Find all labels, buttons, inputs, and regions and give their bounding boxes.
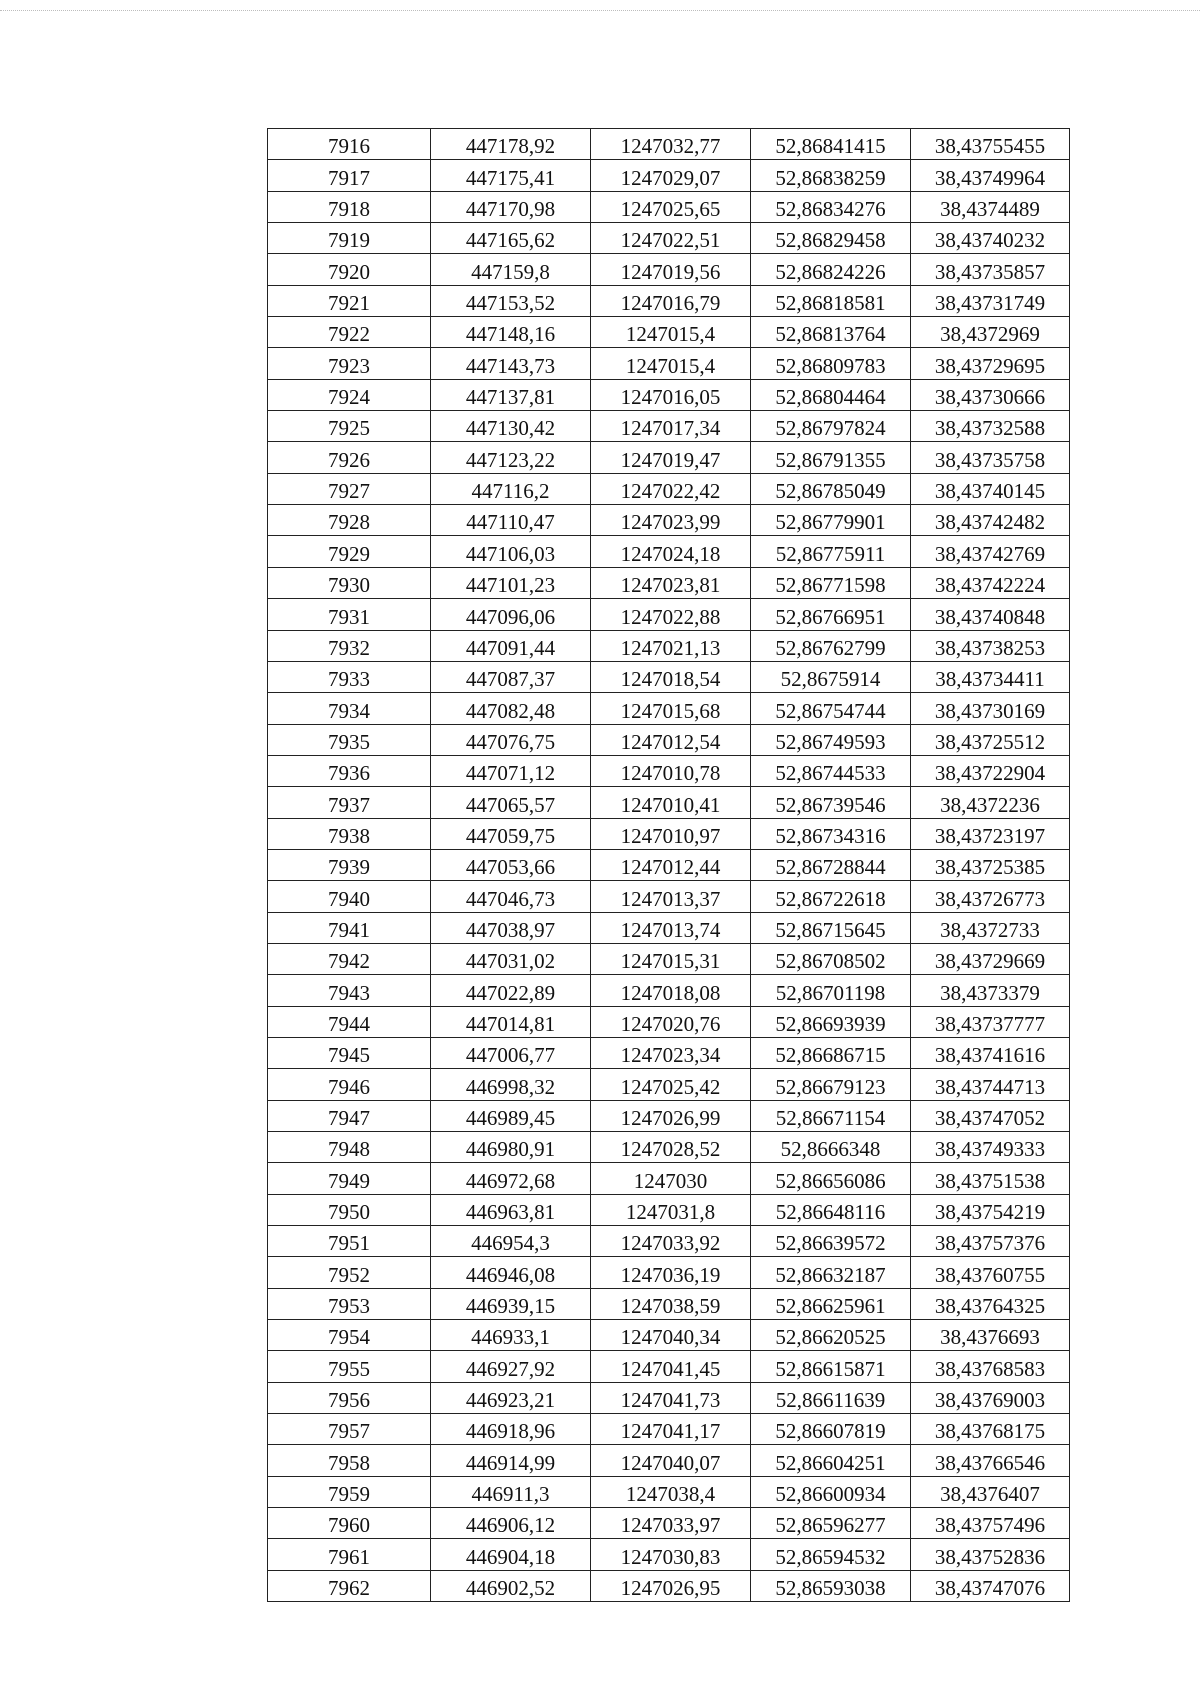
table-row [268,1508,1070,1539]
point-number-cell: 7924 [268,379,431,410]
y-coordinate-cell: 1247016,05 [591,379,751,410]
x-coordinate-cell: 447031,02 [431,943,591,974]
latitude-cell: 52,86809783 [751,348,911,379]
y-coordinate-cell: 1247040,34 [591,1320,751,1351]
point-number-cell: 7944 [268,1006,431,1037]
table-row [268,818,1070,849]
table-row [268,1194,1070,1225]
latitude-cell: 52,86600934 [751,1476,911,1507]
x-coordinate-cell: 446906,12 [431,1508,591,1539]
y-coordinate-cell: 1247012,44 [591,849,751,880]
point-number-cell: 7929 [268,536,431,567]
point-number-cell: 7931 [268,599,431,630]
latitude-cell: 52,86749593 [751,724,911,755]
x-coordinate-cell: 447137,81 [431,379,591,410]
latitude-cell: 52,86648116 [751,1194,911,1225]
x-coordinate-cell: 447053,66 [431,849,591,880]
table-row [268,536,1070,567]
longitude-cell: 38,43751538 [911,1163,1070,1194]
latitude-cell: 52,86797824 [751,411,911,442]
point-number-cell: 7962 [268,1570,431,1601]
latitude-cell: 52,86593038 [751,1570,911,1601]
latitude-cell: 52,86625961 [751,1288,911,1319]
latitude-cell: 52,86594532 [751,1539,911,1570]
y-coordinate-cell: 1247041,17 [591,1414,751,1445]
x-coordinate-cell: 447091,44 [431,630,591,661]
table-row [268,630,1070,661]
longitude-cell: 38,43749964 [911,160,1070,191]
latitude-cell: 52,86611639 [751,1382,911,1413]
y-coordinate-cell: 1247016,79 [591,285,751,316]
table-row [268,191,1070,222]
y-coordinate-cell: 1247015,68 [591,693,751,724]
point-number-cell: 7954 [268,1320,431,1351]
longitude-cell: 38,43722904 [911,755,1070,786]
longitude-cell: 38,43742482 [911,505,1070,536]
point-number-cell: 7961 [268,1539,431,1570]
x-coordinate-cell: 446963,81 [431,1194,591,1225]
y-coordinate-cell: 1247010,78 [591,755,751,786]
longitude-cell: 38,4372236 [911,787,1070,818]
x-coordinate-cell: 447110,47 [431,505,591,536]
table-row [268,1320,1070,1351]
table-row [268,254,1070,285]
point-number-cell: 7942 [268,943,431,974]
latitude-cell: 52,86804464 [751,379,911,410]
table-row [268,1257,1070,1288]
latitude-cell: 52,86834276 [751,191,911,222]
y-coordinate-cell: 1247038,59 [591,1288,751,1319]
table-row [268,160,1070,191]
x-coordinate-cell: 446914,99 [431,1445,591,1476]
x-coordinate-cell: 447106,03 [431,536,591,567]
y-coordinate-cell: 1247024,18 [591,536,751,567]
y-coordinate-cell: 1247015,31 [591,943,751,974]
point-number-cell: 7932 [268,630,431,661]
point-number-cell: 7928 [268,505,431,536]
table-row [268,505,1070,536]
latitude-cell: 52,86693939 [751,1006,911,1037]
table-row [268,1445,1070,1476]
latitude-cell: 52,8666348 [751,1132,911,1163]
table-row [268,223,1070,254]
x-coordinate-cell: 446939,15 [431,1288,591,1319]
table-row [268,693,1070,724]
latitude-cell: 52,86829458 [751,223,911,254]
latitude-cell: 52,86604251 [751,1445,911,1476]
point-number-cell: 7941 [268,912,431,943]
latitude-cell: 52,86596277 [751,1508,911,1539]
x-coordinate-cell: 446902,52 [431,1570,591,1601]
point-number-cell: 7930 [268,567,431,598]
latitude-cell: 52,86701198 [751,975,911,1006]
x-coordinate-cell: 447175,41 [431,160,591,191]
longitude-cell: 38,43760755 [911,1257,1070,1288]
coordinate-table-body [268,129,1070,1602]
y-coordinate-cell: 1247021,13 [591,630,751,661]
longitude-cell: 38,43740232 [911,223,1070,254]
latitude-cell: 52,86744533 [751,755,911,786]
point-number-cell: 7946 [268,1069,431,1100]
table-row [268,379,1070,410]
x-coordinate-cell: 447046,73 [431,881,591,912]
point-number-cell: 7949 [268,1163,431,1194]
table-row [268,1539,1070,1570]
x-coordinate-cell: 447178,92 [431,129,591,160]
x-coordinate-cell: 446927,92 [431,1351,591,1382]
point-number-cell: 7960 [268,1508,431,1539]
longitude-cell: 38,43755455 [911,129,1070,160]
point-number-cell: 7948 [268,1132,431,1163]
y-coordinate-cell: 1247028,52 [591,1132,751,1163]
y-coordinate-cell: 1247041,45 [591,1351,751,1382]
x-coordinate-cell: 447096,06 [431,599,591,630]
x-coordinate-cell: 447071,12 [431,755,591,786]
x-coordinate-cell: 447159,8 [431,254,591,285]
table-row [268,1132,1070,1163]
longitude-cell: 38,43754219 [911,1194,1070,1225]
table-row [268,567,1070,598]
y-coordinate-cell: 1247015,4 [591,317,751,348]
x-coordinate-cell: 447130,42 [431,411,591,442]
longitude-cell: 38,43723197 [911,818,1070,849]
table-row [268,849,1070,880]
point-number-cell: 7926 [268,442,431,473]
latitude-cell: 52,86766951 [751,599,911,630]
point-number-cell: 7958 [268,1445,431,1476]
x-coordinate-cell: 447101,23 [431,567,591,598]
latitude-cell: 52,86620525 [751,1320,911,1351]
point-number-cell: 7947 [268,1100,431,1131]
x-coordinate-cell: 446911,3 [431,1476,591,1507]
x-coordinate-cell: 446923,21 [431,1382,591,1413]
y-coordinate-cell: 1247041,73 [591,1382,751,1413]
table-row [268,943,1070,974]
longitude-cell: 38,4376693 [911,1320,1070,1351]
table-row [268,348,1070,379]
longitude-cell: 38,43741616 [911,1037,1070,1068]
longitude-cell: 38,43742224 [911,567,1070,598]
x-coordinate-cell: 447153,52 [431,285,591,316]
latitude-cell: 52,86686715 [751,1037,911,1068]
point-number-cell: 7916 [268,129,431,160]
latitude-cell: 52,86615871 [751,1351,911,1382]
longitude-cell: 38,43757496 [911,1508,1070,1539]
latitude-cell: 52,86632187 [751,1257,911,1288]
y-coordinate-cell: 1247025,42 [591,1069,751,1100]
point-number-cell: 7921 [268,285,431,316]
longitude-cell: 38,4373379 [911,975,1070,1006]
x-coordinate-cell: 446954,3 [431,1226,591,1257]
x-coordinate-cell: 447006,77 [431,1037,591,1068]
table-row [268,1414,1070,1445]
longitude-cell: 38,43730666 [911,379,1070,410]
y-coordinate-cell: 1247017,34 [591,411,751,442]
point-number-cell: 7939 [268,849,431,880]
table-row [268,724,1070,755]
x-coordinate-cell: 447143,73 [431,348,591,379]
latitude-cell: 52,86639572 [751,1226,911,1257]
table-row [268,755,1070,786]
x-coordinate-cell: 446904,18 [431,1539,591,1570]
y-coordinate-cell: 1247030,83 [591,1539,751,1570]
longitude-cell: 38,43731749 [911,285,1070,316]
longitude-cell: 38,43769003 [911,1382,1070,1413]
table-row [268,1382,1070,1413]
latitude-cell: 52,86813764 [751,317,911,348]
y-coordinate-cell: 1247019,56 [591,254,751,285]
x-coordinate-cell: 447082,48 [431,693,591,724]
longitude-cell: 38,43738253 [911,630,1070,661]
point-number-cell: 7956 [268,1382,431,1413]
x-coordinate-cell: 446989,45 [431,1100,591,1131]
x-coordinate-cell: 447076,75 [431,724,591,755]
longitude-cell: 38,43749333 [911,1132,1070,1163]
longitude-cell: 38,43768175 [911,1414,1070,1445]
y-coordinate-cell: 1247019,47 [591,442,751,473]
y-coordinate-cell: 1247026,95 [591,1570,751,1601]
x-coordinate-cell: 447022,89 [431,975,591,1006]
point-number-cell: 7950 [268,1194,431,1225]
latitude-cell: 52,86838259 [751,160,911,191]
coordinate-table [267,128,1070,1602]
longitude-cell: 38,43744713 [911,1069,1070,1100]
y-coordinate-cell: 1247020,76 [591,1006,751,1037]
table-row [268,411,1070,442]
table-row [268,599,1070,630]
longitude-cell: 38,43729669 [911,943,1070,974]
y-coordinate-cell: 1247033,92 [591,1226,751,1257]
table-row [268,1100,1070,1131]
point-number-cell: 7957 [268,1414,431,1445]
table-row [268,912,1070,943]
table-row [268,1163,1070,1194]
y-coordinate-cell: 1247038,4 [591,1476,751,1507]
y-coordinate-cell: 1247018,08 [591,975,751,1006]
longitude-cell: 38,43725512 [911,724,1070,755]
longitude-cell: 38,43737777 [911,1006,1070,1037]
y-coordinate-cell: 1247040,07 [591,1445,751,1476]
y-coordinate-cell: 1247023,81 [591,567,751,598]
y-coordinate-cell: 1247010,97 [591,818,751,849]
y-coordinate-cell: 1247029,07 [591,160,751,191]
longitude-cell: 38,43725385 [911,849,1070,880]
x-coordinate-cell: 447065,57 [431,787,591,818]
table-row [268,1069,1070,1100]
table-row [268,787,1070,818]
x-coordinate-cell: 446918,96 [431,1414,591,1445]
y-coordinate-cell: 1247032,77 [591,129,751,160]
latitude-cell: 52,86656086 [751,1163,911,1194]
table-row [268,1006,1070,1037]
latitude-cell: 52,86708502 [751,943,911,974]
y-coordinate-cell: 1247015,4 [591,348,751,379]
latitude-cell: 52,86762799 [751,630,911,661]
table-row [268,1570,1070,1601]
y-coordinate-cell: 1247012,54 [591,724,751,755]
y-coordinate-cell: 1247013,74 [591,912,751,943]
x-coordinate-cell: 446972,68 [431,1163,591,1194]
longitude-cell: 38,43740145 [911,473,1070,504]
x-coordinate-cell: 447038,97 [431,912,591,943]
table-row [268,317,1070,348]
longitude-cell: 38,43730169 [911,693,1070,724]
y-coordinate-cell: 1247025,65 [591,191,751,222]
y-coordinate-cell: 1247036,19 [591,1257,751,1288]
latitude-cell: 52,86791355 [751,442,911,473]
x-coordinate-cell: 446998,32 [431,1069,591,1100]
point-number-cell: 7936 [268,755,431,786]
point-number-cell: 7927 [268,473,431,504]
latitude-cell: 52,86734316 [751,818,911,849]
x-coordinate-cell: 446980,91 [431,1132,591,1163]
point-number-cell: 7917 [268,160,431,191]
point-number-cell: 7934 [268,693,431,724]
longitude-cell: 38,4372969 [911,317,1070,348]
latitude-cell: 52,86824226 [751,254,911,285]
latitude-cell: 52,86722618 [751,881,911,912]
point-number-cell: 7953 [268,1288,431,1319]
table-row [268,1476,1070,1507]
y-coordinate-cell: 1247022,88 [591,599,751,630]
table-row [268,975,1070,1006]
latitude-cell: 52,86728844 [751,849,911,880]
longitude-cell: 38,43768583 [911,1351,1070,1382]
longitude-cell: 38,43764325 [911,1288,1070,1319]
latitude-cell: 52,86715645 [751,912,911,943]
longitude-cell: 38,43752836 [911,1539,1070,1570]
point-number-cell: 7933 [268,661,431,692]
y-coordinate-cell: 1247022,51 [591,223,751,254]
scan-edge-line [0,10,1200,11]
table-row [268,881,1070,912]
x-coordinate-cell: 447014,81 [431,1006,591,1037]
latitude-cell: 52,86679123 [751,1069,911,1100]
table-row [268,285,1070,316]
x-coordinate-cell: 447170,98 [431,191,591,222]
table-row [268,129,1070,160]
longitude-cell: 38,43740848 [911,599,1070,630]
table-row [268,1288,1070,1319]
x-coordinate-cell: 447165,62 [431,223,591,254]
y-coordinate-cell: 1247022,42 [591,473,751,504]
y-coordinate-cell: 1247026,99 [591,1100,751,1131]
longitude-cell: 38,4372733 [911,912,1070,943]
latitude-cell: 52,8675914 [751,661,911,692]
latitude-cell: 52,86739546 [751,787,911,818]
longitude-cell: 38,43747076 [911,1570,1070,1601]
longitude-cell: 38,43734411 [911,661,1070,692]
point-number-cell: 7923 [268,348,431,379]
latitude-cell: 52,86779901 [751,505,911,536]
longitude-cell: 38,43732588 [911,411,1070,442]
point-number-cell: 7922 [268,317,431,348]
y-coordinate-cell: 1247023,34 [591,1037,751,1068]
point-number-cell: 7920 [268,254,431,285]
x-coordinate-cell: 447116,2 [431,473,591,504]
y-coordinate-cell: 1247031,8 [591,1194,751,1225]
point-number-cell: 7935 [268,724,431,755]
y-coordinate-cell: 1247018,54 [591,661,751,692]
y-coordinate-cell: 1247033,97 [591,1508,751,1539]
table-row [268,1037,1070,1068]
y-coordinate-cell: 1247023,99 [591,505,751,536]
longitude-cell: 38,43735758 [911,442,1070,473]
table-row [268,1226,1070,1257]
longitude-cell: 38,43729695 [911,348,1070,379]
y-coordinate-cell: 1247013,37 [591,881,751,912]
latitude-cell: 52,86785049 [751,473,911,504]
longitude-cell: 38,4376407 [911,1476,1070,1507]
table-row [268,473,1070,504]
point-number-cell: 7952 [268,1257,431,1288]
latitude-cell: 52,86671154 [751,1100,911,1131]
latitude-cell: 52,86841415 [751,129,911,160]
point-number-cell: 7943 [268,975,431,1006]
latitude-cell: 52,86775911 [751,536,911,567]
point-number-cell: 7945 [268,1037,431,1068]
point-number-cell: 7938 [268,818,431,849]
latitude-cell: 52,86754744 [751,693,911,724]
x-coordinate-cell: 447123,22 [431,442,591,473]
latitude-cell: 52,86607819 [751,1414,911,1445]
point-number-cell: 7940 [268,881,431,912]
longitude-cell: 38,43742769 [911,536,1070,567]
point-number-cell: 7925 [268,411,431,442]
longitude-cell: 38,43747052 [911,1100,1070,1131]
latitude-cell: 52,86818581 [751,285,911,316]
x-coordinate-cell: 447087,37 [431,661,591,692]
x-coordinate-cell: 446933,1 [431,1320,591,1351]
x-coordinate-cell: 447148,16 [431,317,591,348]
y-coordinate-cell: 1247030 [591,1163,751,1194]
x-coordinate-cell: 447059,75 [431,818,591,849]
table-row [268,1351,1070,1382]
point-number-cell: 7959 [268,1476,431,1507]
table-row [268,661,1070,692]
y-coordinate-cell: 1247010,41 [591,787,751,818]
longitude-cell: 38,43757376 [911,1226,1070,1257]
longitude-cell: 38,43726773 [911,881,1070,912]
x-coordinate-cell: 446946,08 [431,1257,591,1288]
point-number-cell: 7937 [268,787,431,818]
longitude-cell: 38,4374489 [911,191,1070,222]
latitude-cell: 52,86771598 [751,567,911,598]
point-number-cell: 7951 [268,1226,431,1257]
longitude-cell: 38,43766546 [911,1445,1070,1476]
longitude-cell: 38,43735857 [911,254,1070,285]
point-number-cell: 7918 [268,191,431,222]
point-number-cell: 7955 [268,1351,431,1382]
table-row [268,442,1070,473]
point-number-cell: 7919 [268,223,431,254]
